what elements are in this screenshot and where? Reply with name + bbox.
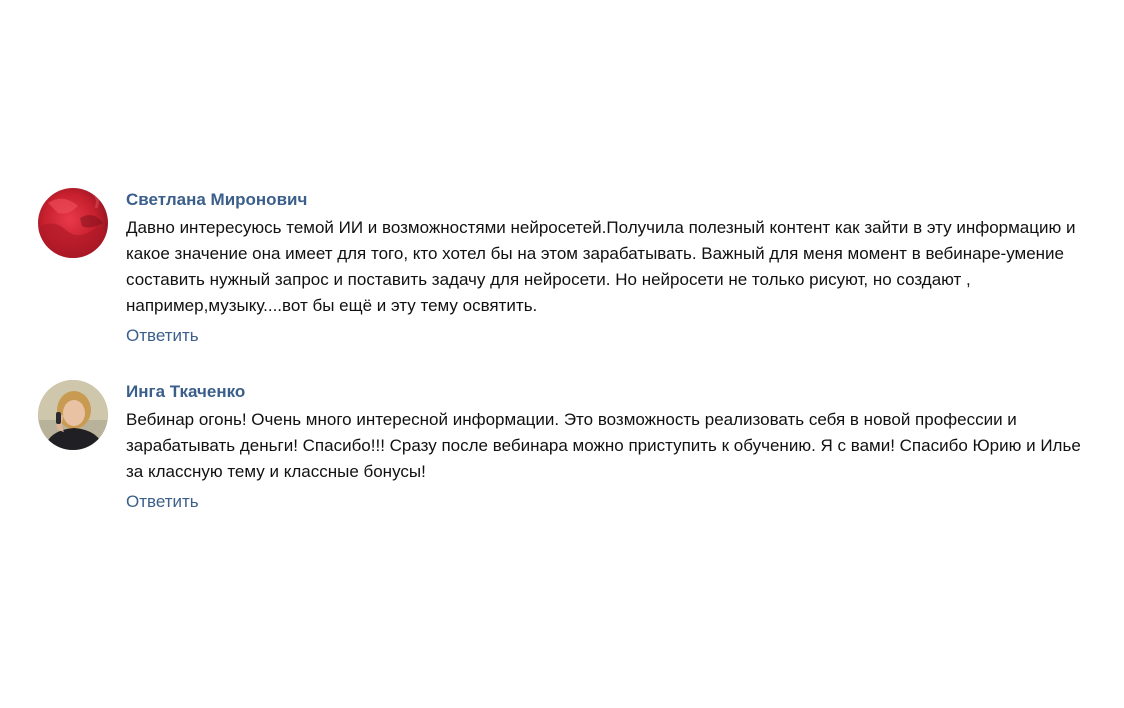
reply-button[interactable]: Ответить (126, 326, 199, 345)
red-fabric-avatar-icon (38, 188, 108, 258)
comment-author[interactable]: Светлана Миронович (126, 190, 308, 209)
avatar[interactable] (38, 188, 108, 258)
comment-item (38, 188, 1098, 348)
comment-text: Вебинар огонь! Очень много интересной информации. Это возможность реализовать себя в новой профессии и зарабатывать деньги! Спасибо!!! Сразу после вебинара можно приступить к обучению. Я с вами! Спасибо Юрию и Илье за классную тему и классные бонусы! (126, 410, 1081, 481)
comment-item (38, 380, 1098, 514)
comment-text: Давно интересуюсь темой ИИ и возможностями нейросетей.Получила полезный контент как зайти в эту информацию и какое значение она имеет для того, кто хотел бы на этом зарабатывать. Важный для меня момент в вебинаре-умение составить нужный запрос и поставить задачу для нейросети. Но нейросети не только рисуют, но создают , например,музыку....вот бы ещё и эту тему освятить. (126, 218, 1076, 315)
comments-list (38, 187, 1098, 514)
comment-author[interactable]: Инга Ткаченко (126, 382, 246, 401)
woman-photo-avatar-icon (38, 380, 108, 450)
reply-button[interactable]: Ответить (126, 492, 199, 511)
avatar[interactable] (38, 380, 108, 450)
